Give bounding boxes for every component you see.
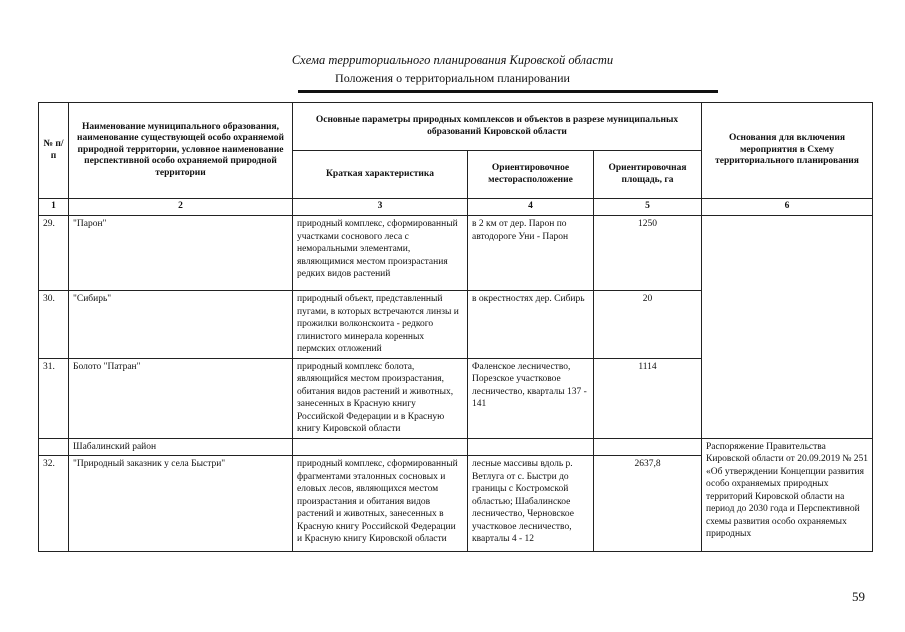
row-description: природный объект, представленный пугами, в которых встречаются линзы и прожилки волконскоита - редкого глинистого минерала коренных пермских отложений <box>293 291 468 359</box>
section-row <box>39 438 873 456</box>
column-number: 1 <box>39 199 69 216</box>
section-description-empty <box>293 438 468 456</box>
column-number: 6 <box>702 199 873 216</box>
column-number: 5 <box>594 199 702 216</box>
column-number-row <box>39 199 873 216</box>
col-header-name: Наименование муниципального образования, наименование существующей особо охраняемой природной территории, условное наименование перспективной особо охраняемой природной территории <box>69 103 293 199</box>
row-location: в окрестностях дер. Сибирь <box>468 291 594 359</box>
row-area: 20 <box>594 291 702 359</box>
col-header-area: Ориентировочная площадь, га <box>594 151 702 199</box>
row-name: "Парон" <box>69 216 293 291</box>
row-number: 32. <box>39 456 69 552</box>
row-area: 1114 <box>594 358 702 438</box>
row-description: природный комплекс болота, являющийся местом произрастания, обитания видов растений и животных, занесенных в Красную книгу Российской Федерации и в Красную книгу Кировской области <box>293 358 468 438</box>
row-location: Фаленское лесничество, Порезское участковое лесничество, кварталы 137 - 141 <box>468 358 594 438</box>
section-area-empty <box>594 438 702 456</box>
document-subtitle: Положения о территориальном планировании <box>335 71 570 85</box>
column-number: 2 <box>69 199 293 216</box>
column-number: 4 <box>468 199 594 216</box>
col-header-basis: Основания для включения мероприятия в Схему территориального планирования <box>702 103 873 199</box>
row-area: 2637,8 <box>594 456 702 552</box>
row-number: 30. <box>39 291 69 359</box>
col-header-location: Ориентировочное месторасположение <box>468 151 594 199</box>
header-row <box>39 103 873 151</box>
planning-table <box>38 102 873 552</box>
section-location-empty <box>468 438 594 456</box>
col-header-description: Краткая характеристика <box>293 151 468 199</box>
row-name: "Природный заказник у села Быстри" <box>69 456 293 552</box>
row-description: природный комплекс, сформированный фрагментами эталонных сосновых и еловых лесов, являющихся местом произрастания и обитания видов растений и животных, занесенных в Красную книгу Российской Федерации и Красную книгу Кировской области <box>293 456 468 552</box>
table-row <box>39 216 873 291</box>
row-description: природный комплекс, сформированный участками соснового леса с неморальными элементами, являющимися местом произрастания редких видов растений <box>293 216 468 291</box>
col-header-params-group: Основные параметры природных комплексов и объектов в разрезе муниципальных образований Кировской области <box>293 103 702 151</box>
section-label: Шабалинский район <box>69 438 293 456</box>
header-rule <box>298 90 718 93</box>
row-location: в 2 км от дер. Парон по автодороге Уни - Парон <box>468 216 594 291</box>
row-number: 31. <box>39 358 69 438</box>
row-number: 29. <box>39 216 69 291</box>
row-name: "Сибирь" <box>69 291 293 359</box>
section-num-empty <box>39 438 69 456</box>
row-name: Болото "Патран" <box>69 358 293 438</box>
document-title: Схема территориального планирования Кировской области <box>291 53 614 67</box>
row-area: 1250 <box>594 216 702 291</box>
col-header-num: № п/п <box>39 103 69 199</box>
row-basis-empty <box>702 216 873 439</box>
row-location: лесные массивы вдоль р. Ветлуга от с. Быстри до границы с Костромской областью; Шабалинское лесничество, Черновское участковое лесничество, кварталы 4 - 12 <box>468 456 594 552</box>
page-number: 59 <box>852 589 865 604</box>
column-number: 3 <box>293 199 468 216</box>
section-basis: Распоряжение Правительства Кировской области от 20.09.2019 № 251 «Об утверждении Концепции развития особо охраняемых природных территорий Кировской области на период до 2030 года и Перспективной схемы развития особо охраняемых природных <box>702 438 873 552</box>
